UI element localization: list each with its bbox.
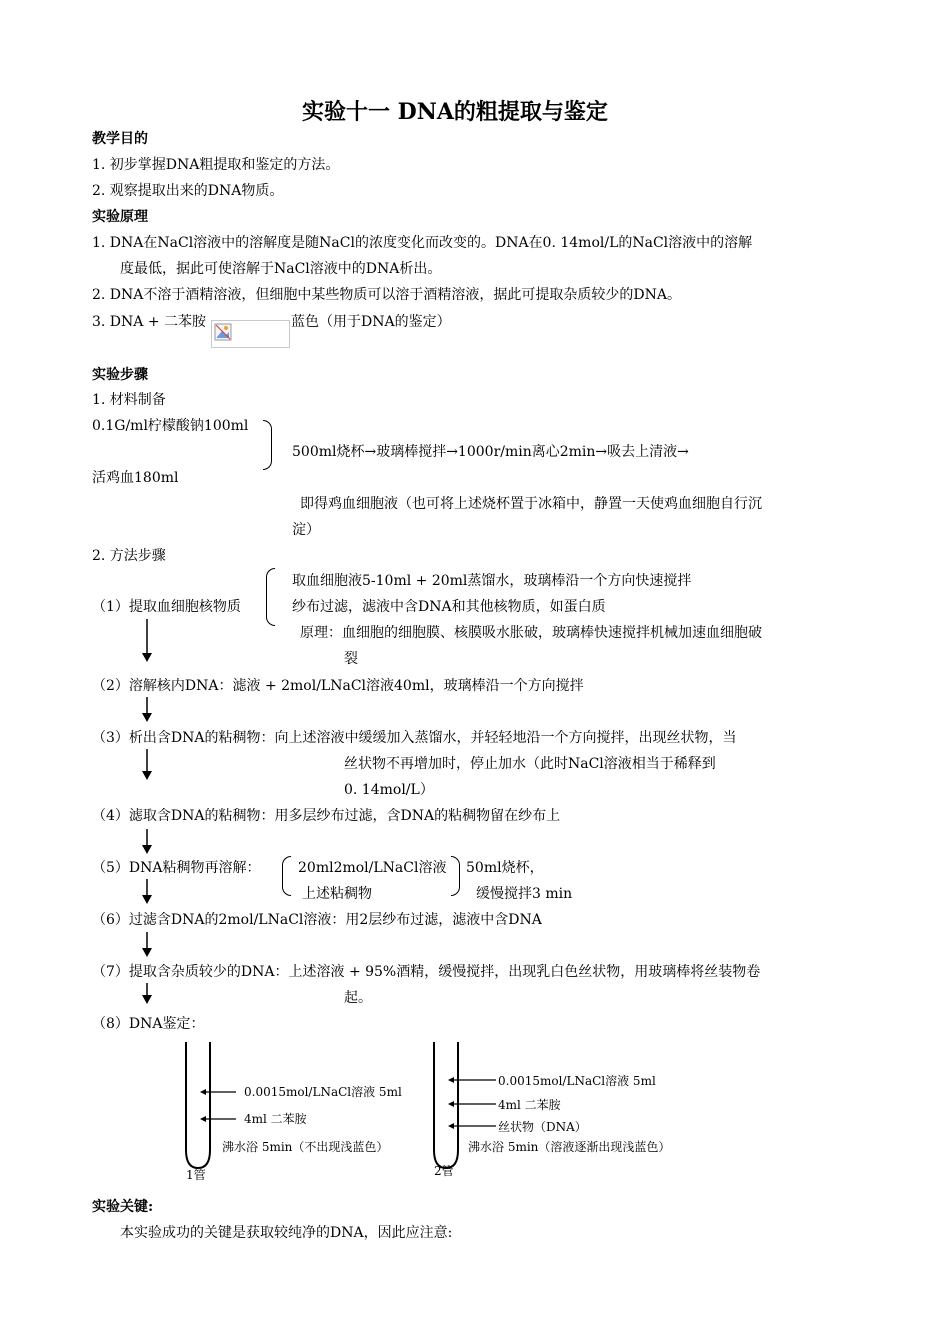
principle-item-2: 2. DNA不溶于酒精溶液，但细胞中某些物质可以溶于酒精溶液，据此可提取杂质较少的DNA。	[92, 287, 681, 303]
materials-process: 500ml烧杯→玻璃棒搅拌→1000r/min离心2min→吸去上清液→	[292, 444, 689, 460]
step7-cont: 起。	[344, 990, 372, 1006]
flow-arrow-icon	[141, 619, 153, 663]
step5-container: 50ml烧杯，	[466, 860, 544, 876]
step8: （8）DNA鉴定：	[92, 1016, 205, 1032]
tube1-annotation: 沸水浴 5min（不出现浅蓝色）	[222, 1140, 389, 1154]
broken-image-placeholder	[211, 320, 290, 348]
flow-arrow-icon	[141, 749, 153, 781]
step3-cont-2: 0. 14mol/L）	[344, 782, 434, 798]
flow-arrow-icon	[141, 879, 153, 905]
material-input-2: 活鸡血180ml	[92, 470, 179, 486]
tube2-annotation: 沸水浴 5min（溶液逐渐出现浅蓝色）	[468, 1140, 671, 1154]
tube2-annotation: 4ml 二苯胺	[498, 1098, 561, 1112]
page-title: 实验十一 DNA的粗提取与鉴定	[302, 99, 608, 125]
step3: （3）析出含DNA的粘稠物：向上述溶液中缓缓加入蒸馏水，并轻轻地沿一个方向搅拌，出现丝状物，当	[92, 730, 737, 746]
principle-item-1: 1. DNA在NaCl溶液中的溶解度是随NaCl的浓度变化而改变的。DNA在0. 14mol/L的NaCl溶液中的溶解	[92, 235, 753, 251]
step1-detail-b: 纱布过滤，滤液中含DNA和其他核物质，如蛋白质	[292, 599, 606, 615]
tube1-annotation: 0.0015mol/LNaCl溶液 5ml	[244, 1085, 402, 1099]
objective-item: 2. 观察提取出来的DNA物质。	[92, 183, 284, 199]
principle-item-1-cont: 度最低，据此可使溶解于NaCl溶液中的DNA析出。	[120, 261, 442, 277]
flow-arrow-icon	[141, 829, 153, 855]
step1-detail-a: 取血细胞液5-10ml + 20ml蒸馏水，玻璃棒沿一个方向快速搅拌	[292, 573, 692, 589]
step1-label: （1）提取血细胞核物质	[92, 599, 241, 615]
materials-heading: 1. 材料制备	[92, 392, 166, 408]
material-input-1: 0.1G/ml柠檬酸钠100ml	[92, 418, 249, 434]
tube1-annotation: 4ml 二苯胺	[244, 1112, 307, 1126]
step5-material: 上述粘稠物	[302, 886, 372, 902]
objectives-heading: 教学目的	[92, 131, 148, 147]
right-brace	[451, 856, 460, 896]
flow-arrow-icon	[141, 983, 153, 1005]
tube2-label: 2管	[434, 1164, 454, 1178]
objective-item: 1. 初步掌握DNA粗提取和鉴定的方法。	[92, 157, 340, 173]
tube1-label: 1管	[186, 1168, 206, 1182]
step5-label: （5）DNA粘稠物再溶解：	[92, 860, 261, 876]
left-brace	[282, 856, 291, 896]
steps-heading: 实验步骤	[92, 367, 148, 383]
step1-principle: 原理：血细胞的细胞膜、核膜吸水胀破，玻璃棒快速搅拌机械加速血细胞破	[300, 625, 762, 641]
left-brace	[266, 568, 275, 626]
right-brace	[263, 420, 272, 470]
flow-arrow-icon	[141, 697, 153, 723]
tube2-annotation: 0.0015mol/LNaCl溶液 5ml	[498, 1074, 656, 1088]
step5-stir: 缓慢搅拌3 min	[476, 886, 573, 902]
test-tube-1-icon	[186, 1042, 210, 1168]
materials-result: 即得鸡血细胞液（也可将上述烧杯置于冰箱中，静置一天使鸡血细胞自行沉	[300, 496, 762, 512]
keys-text: 本实验成功的关键是获取较纯净的DNA，因此应注意:	[120, 1225, 453, 1241]
broken-image-icon	[214, 323, 232, 341]
tube2-annotation: 丝状物（DNA）	[498, 1120, 587, 1134]
principle-item-3-suffix: 蓝色（用于DNA的鉴定）	[291, 314, 451, 330]
step2: （2）溶解核内DNA：滤液 + 2mol/LNaCl溶液40ml，玻璃棒沿一个方向搅拌	[92, 678, 584, 694]
flow-arrow-icon	[141, 932, 153, 958]
step5-reagent: 20ml2mol/LNaCl溶液	[298, 860, 447, 876]
principle-item-3-prefix: 3. DNA + 二苯胺	[92, 314, 207, 330]
materials-result-cont: 淀）	[292, 522, 320, 538]
test-tube-2-icon	[434, 1042, 458, 1168]
step6: （6）过滤含DNA的2mol/LNaCl溶液：用2层纱布过滤，滤液中含DNA	[92, 912, 542, 928]
method-heading: 2. 方法步骤	[92, 548, 166, 564]
keys-heading: 实验关键:	[92, 1199, 154, 1215]
principles-heading: 实验原理	[92, 209, 148, 225]
step3-cont: 丝状物不再增加时，停止加水（此时NaCl溶液相当于稀释到	[344, 756, 716, 772]
step7: （7）提取含杂质较少的DNA：上述溶液 + 95%酒精，缓慢搅拌，出现乳白色丝状物，用玻璃棒将丝装物卷	[92, 964, 761, 980]
step4: （4）滤取含DNA的粘稠物：用多层纱布过滤，含DNA的粘稠物留在纱布上	[92, 808, 561, 824]
step1-principle-cont: 裂	[344, 651, 358, 667]
